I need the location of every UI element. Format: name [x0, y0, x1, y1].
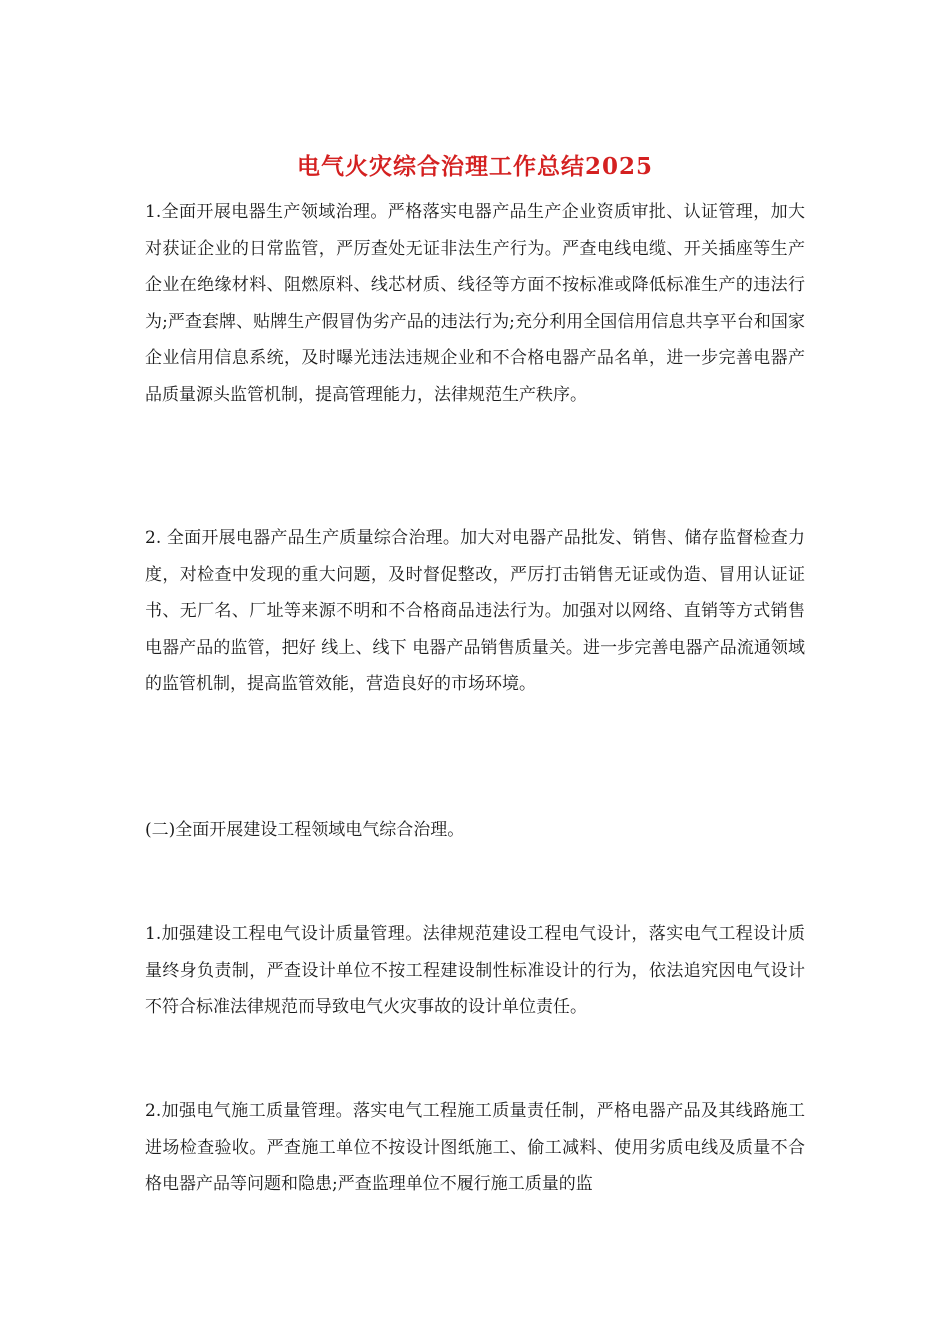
- paragraph-3: 1.加强建设工程电气设计质量管理。法律规范建设工程电气设计，落实电气工程设计质量终身负责制，严查设计单位不按工程建设制性标准设计的行为，依法追究因电气设计不符合标准法律规范而导致电气火灾事故的设计单位责任。: [145, 924, 805, 1017]
- paragraph-4: 2.加强电气施工质量管理。落实电气工程施工质量责任制，严格电器产品及其线路施工进场检查验收。严查施工单位不按设计图纸施工、偷工减料、使用劣质电线及质量不合格电器产品等问题和隐患;严查监理单位不履行施工质量的监: [145, 1101, 805, 1194]
- section-heading-2: (二)全面开展建设工程领域电气综合治理。: [145, 820, 465, 840]
- paragraph-1: 1.全面开展电器生产领域治理。严格落实电器产品生产企业资质审批、认证管理，加大对获证企业的日常监管，严厉查处无证非法生产行为。严查电线电缆、开关插座等生产企业在绝缘材料、阻燃原料、线芯材质、线径等方面不按标准或降低标准生产的违法行为;严查套牌、贴牌生产假冒伪劣产品的违法行为;充分利用全国信用信息共享平台和国家企业信用信息系统，及时曝光违法违规企业和不合格电器产品名单，进一步完善电器产品质量源头监管机制，提高管理能力，法律规范生产秩序。: [145, 202, 805, 405]
- document-title: 电气火灾综合治理工作总结2025: [296, 153, 653, 180]
- paragraph-2: 2. 全面开展电器产品生产质量综合治理。加大对电器产品批发、销售、储存监督检查力度，对检查中发现的重大问题，及时督促整改，严厉打击销售无证或伪造、冒用认证证书、无厂名、厂址等来源不明和不合格商品违法行为。加强对以网络、直销等方式销售电器产品的监管，把好 线上、线下 电器产品销售质量关。进一步完善电器产品流通领域的监管机制，提高监管效能，营造良好的市场环境。: [145, 528, 805, 694]
